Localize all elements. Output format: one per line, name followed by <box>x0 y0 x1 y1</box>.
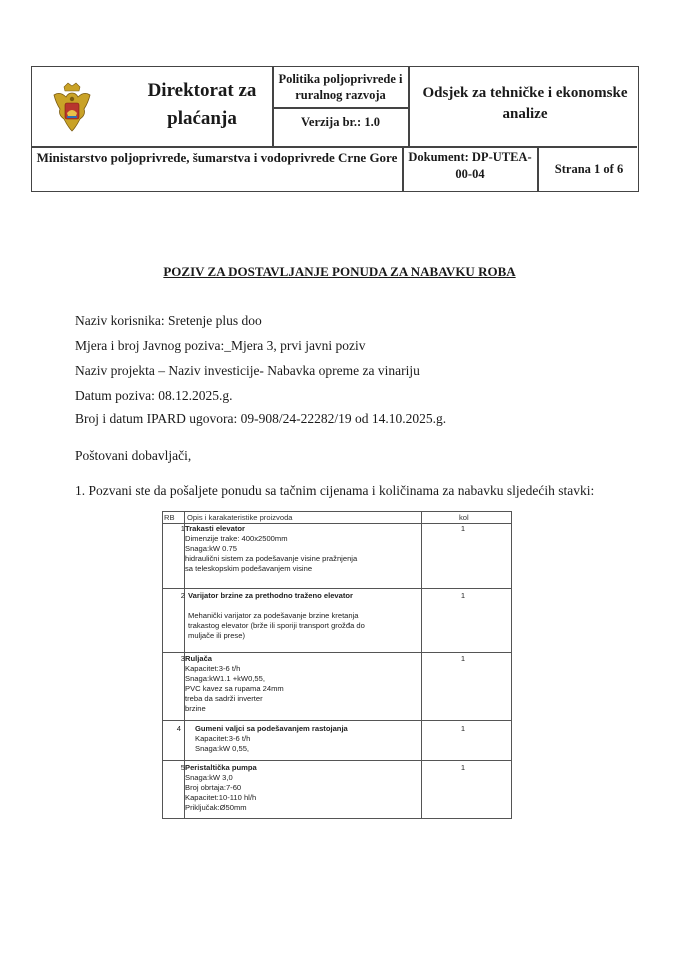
row-number: 5 <box>180 763 185 772</box>
item-detail: PVC kavez sa rupama 24mm <box>185 684 284 693</box>
item-name: Trakasti elevator <box>185 524 245 533</box>
row-number: 1 <box>180 524 185 533</box>
item-detail: brzine <box>185 704 206 713</box>
measure-and-call: Mjera i broj Javnog poziva:_Mjera 3, prvi javni poziv <box>75 338 366 353</box>
item-detail: Broj obrtaja:7-60 <box>185 783 242 792</box>
call-date: Datum poziva: 08.12.2025.g. <box>75 388 233 403</box>
row-number: 3 <box>180 654 185 663</box>
item-detail: hidraulični sistem za podešavanje visine pražnjenja <box>185 554 358 563</box>
item-detail: Dimenzije trake: 400x2500mm <box>185 534 288 543</box>
item-detail <box>188 601 424 611</box>
project-name: Naziv projekta – Naziv investicije- Nabavka opreme za vinariju <box>75 363 420 378</box>
item-quantity: 1 <box>460 724 466 733</box>
ministry-label: Ministarstvo poljoprivrede, šumarstva i vodoprivrede Crne Gore <box>36 150 398 165</box>
row-number: 4 <box>176 724 181 733</box>
department-label: Odsjek za tehničke i ekonomske analize <box>422 85 628 122</box>
item-quantity: 1 <box>460 763 466 772</box>
item-detail: Snaga:kW 3,0 <box>185 773 233 782</box>
beneficiary-name: Naziv korisnika: Sretenje plus doo <box>75 313 262 328</box>
version-label: Verzija br.: 1.0 <box>301 115 380 129</box>
items-table <box>162 511 512 819</box>
item-detail: treba da sadrži inverter <box>185 694 263 703</box>
item-detail: Kapacitet:3-6 t/h <box>195 734 251 743</box>
invitation-text: 1. Pozvani ste da pošaljete ponudu sa tačnim cijenama i količinama za nabavku sljedećih stavki: <box>75 483 595 498</box>
item-detail: Priključak:Ø50mm <box>185 803 247 812</box>
policy-label: Politika poljoprivrede i ruralnog razvoja <box>278 72 403 102</box>
item-name: Peristaltička pumpa <box>185 763 257 772</box>
item-detail: Snaga:kW 0,55, <box>195 744 250 753</box>
header-rb: RB <box>164 513 175 522</box>
document-header <box>31 66 639 192</box>
item-name: Ruljača <box>185 654 213 663</box>
item-detail: Kapacitet:3-6 t/h <box>185 664 241 673</box>
document-code: Dokument: DP-UTEA-00-04 <box>408 150 532 181</box>
row-number: 2 <box>180 591 185 600</box>
item-detail: Mehanički varijator za podešavanje brzine kretanja <box>188 611 359 620</box>
item-detail: sa teleskopskim podešavanjem visine <box>185 564 313 573</box>
montenegro-coat-of-arms-icon <box>50 81 94 133</box>
ipard-contract: Broj i datum IPARD ugovora: 09-908/24-22282/19 od 14.10.2025.g. <box>75 411 447 426</box>
header-quantity: kol <box>459 513 469 522</box>
item-detail: Snaga:kW 0.75 <box>185 544 237 553</box>
item-detail: Kapacitet:10-110 hl/h <box>185 793 257 802</box>
directorate-title: Direktorat za plaćanja <box>147 80 257 129</box>
item-name: Varijator brzine za prethodno traženo elevator <box>188 591 353 600</box>
page-number: Strana 1 of 6 <box>554 162 624 176</box>
greeting: Poštovani dobavljači, <box>75 448 192 463</box>
header-description: Opis i karakateristike proizvoda <box>187 513 293 522</box>
item-name: Gumeni valjci sa podešavanjem rastojanja <box>195 724 348 733</box>
item-detail: trakastog elevator (brže ili sporiji transport grožđa do <box>188 621 365 630</box>
item-quantity: 1 <box>460 524 466 533</box>
item-quantity: 1 <box>460 654 466 663</box>
item-detail: Snaga:kW1.1 +kW0,55, <box>185 674 265 683</box>
item-quantity: 1 <box>460 591 466 600</box>
document-title: POZIV ZA DOSTAVLJANJE PONUDA ZA NABAVKU ROBA <box>163 264 516 279</box>
item-detail: muljače ili prese) <box>188 631 245 640</box>
